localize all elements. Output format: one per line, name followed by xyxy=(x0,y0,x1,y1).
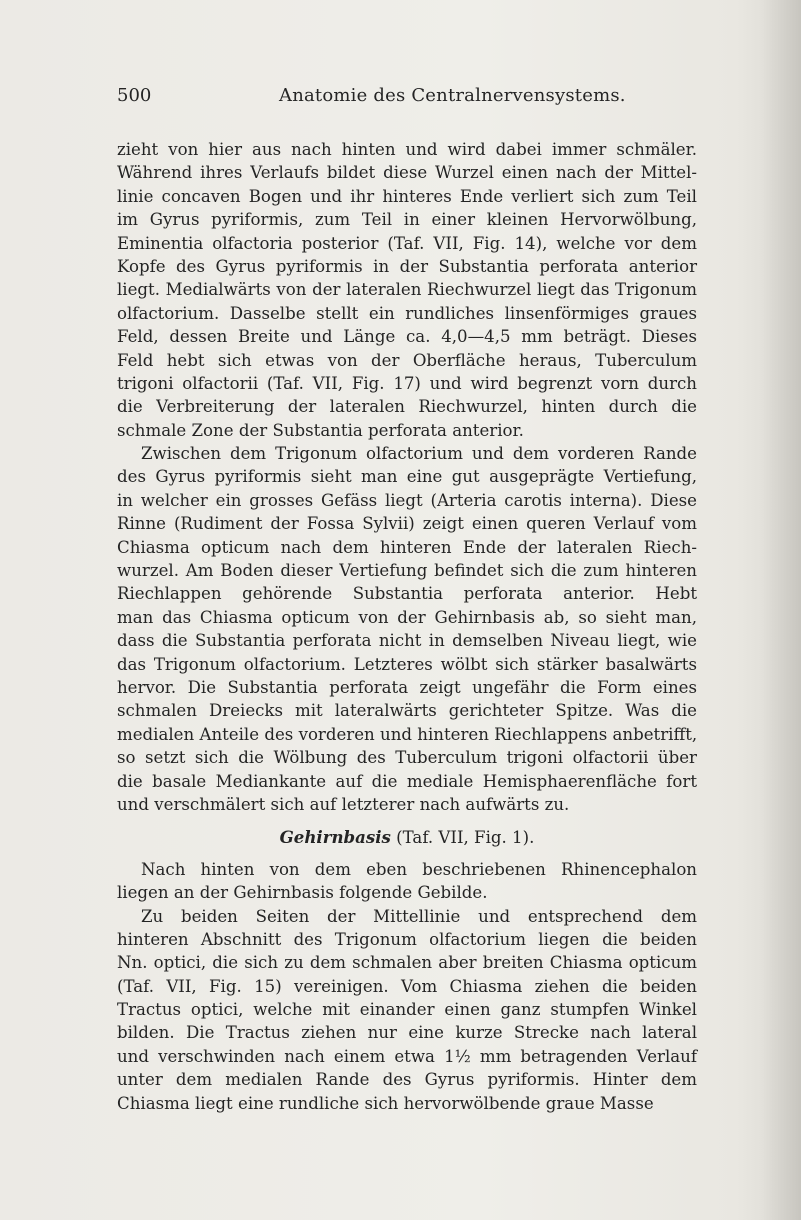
text-line: Rinne (Rudiment der Fossa Sylvii) zeigt einen queren Verlauf vom xyxy=(117,514,697,534)
text-line: Feld, dessen Breite und Länge ca. 4,0—4,5 mm beträgt. Dieses xyxy=(117,327,697,347)
text-line: schmale Zone der Substantia perforata anterior. xyxy=(117,420,524,440)
text-line: schmalen Dreiecks mit lateralwärts gerichteter Spitze. Was die xyxy=(117,701,697,721)
text-line: in welcher ein grosses Gefäss liegt (Arteria carotis interna). Diese xyxy=(117,490,697,510)
spacer xyxy=(117,850,697,858)
text-line: Riechlappen gehörende Substantia perforata anterior. Hebt xyxy=(117,584,697,604)
page-number: 500 xyxy=(117,85,152,106)
body-text xyxy=(117,138,697,1115)
text-line: wurzel. Am Boden dieser Vertiefung befindet sich die zum hinteren xyxy=(117,561,697,581)
text-line: die Verbreiterung der lateralen Riechwurzel, hinten durch die xyxy=(117,397,697,417)
text-line: Eminentia olfactoria posterior (Taf. VII, Fig. 14), welche vor dem xyxy=(117,233,697,253)
text-line: olfactorium. Dasselbe stellt ein rundliches linsenförmiges graues xyxy=(117,303,697,323)
paragraph xyxy=(117,905,697,1116)
text-line: so setzt sich die Wölbung des Tuberculum trigoni olfactorii über xyxy=(117,748,697,768)
text-line: Während ihres Verlaufs bildet diese Wurzel einen nach der Mittel- xyxy=(117,163,697,183)
text-line: Nn. optici, die sich zu dem schmalen aber breiten Chiasma opticum xyxy=(117,953,697,973)
text-line: unter dem medialen Rande des Gyrus pyriformis. Hinter dem xyxy=(117,1070,697,1090)
text-line: man das Chiasma opticum von der Gehirnbasis ab, so sieht man, xyxy=(117,607,697,627)
section-heading-title: Gehirnbasis xyxy=(279,827,391,848)
page-edge-shadow xyxy=(761,0,801,1220)
text-line: Kopfe des Gyrus pyriformis in der Substantia perforata anterior xyxy=(117,256,697,276)
text-line: medialen Anteile des vorderen und hinteren Riechlappens anbetrifft, xyxy=(117,724,698,744)
paragraph xyxy=(117,442,697,816)
text-line: dass die Substantia perforata nicht in demselben Niveau liegt, wie xyxy=(117,631,697,651)
page-header xyxy=(117,85,697,115)
text-line: hinteren Abschnitt des Trigonum olfactorium liegen die beiden xyxy=(117,929,697,949)
text-line: das Trigonum olfactorium. Letzteres wölbt sich stärker basalwärts xyxy=(117,654,697,674)
section-heading-ref: (Taf. VII, Fig. 1). xyxy=(396,828,535,848)
spacer xyxy=(117,816,697,826)
text-line: Feld hebt sich etwas von der Oberfläche heraus, Tuberculum xyxy=(117,350,697,370)
text-line: trigoni olfactorii (Taf. VII, Fig. 17) und wird begrenzt vorn durch xyxy=(117,373,697,393)
text-line: bilden. Die Tractus ziehen nur eine kurze Strecke nach lateral xyxy=(117,1023,697,1043)
running-head: Anatomie des Centralnervensystems. xyxy=(279,85,626,106)
text-line: im Gyrus pyriformis, zum Teil in einer kleinen Hervorwölbung, xyxy=(117,210,697,230)
text-line: Chiasma opticum nach dem hinteren Ende der lateralen Riech- xyxy=(117,537,697,557)
text-line: des Gyrus pyriformis sieht man eine gut ausgeprägte Vertiefung, xyxy=(117,467,697,487)
text-line: hervor. Die Substantia perforata zeigt ungefähr die Form eines xyxy=(117,677,697,697)
text-line: und verschwinden nach einem etwa 1½ mm betragenden Verlauf xyxy=(117,1046,697,1066)
text-line: Nach hinten von dem eben beschriebenen Rhinencephalon xyxy=(141,859,697,879)
text-line: und verschmälert sich auf letzterer nach aufwärts zu. xyxy=(117,794,570,814)
paragraph xyxy=(117,138,697,442)
text-line: Zu beiden Seiten der Mittellinie und entsprechend dem xyxy=(141,906,697,926)
text-line: die basale Mediankante auf die mediale Hemisphaerenfläche fort xyxy=(117,771,697,791)
text-line: zieht von hier aus nach hinten und wird dabei immer schmäler. xyxy=(117,140,697,159)
text-line: Tractus optici, welche mit einander einen ganz stumpfen Winkel xyxy=(117,1000,697,1020)
text-line: Zwischen dem Trigonum olfactorium und dem vorderen Rande xyxy=(141,444,697,464)
text-line: liegen an der Gehirnbasis folgende Gebilde. xyxy=(117,883,488,903)
text-line: linie concaven Bogen und ihr hinteres Ende verliert sich zum Teil xyxy=(117,186,697,206)
text-line: (Taf. VII, Fig. 15) vereinigen. Vom Chiasma ziehen die beiden xyxy=(117,976,697,996)
text-line: Chiasma liegt eine rundliche sich hervorwölbende graue Masse xyxy=(117,1093,654,1113)
text-line: liegt. Medialwärts von der lateralen Riechwurzel liegt das Trigonum xyxy=(117,280,697,300)
paragraph xyxy=(117,858,697,905)
section-heading xyxy=(117,826,697,849)
